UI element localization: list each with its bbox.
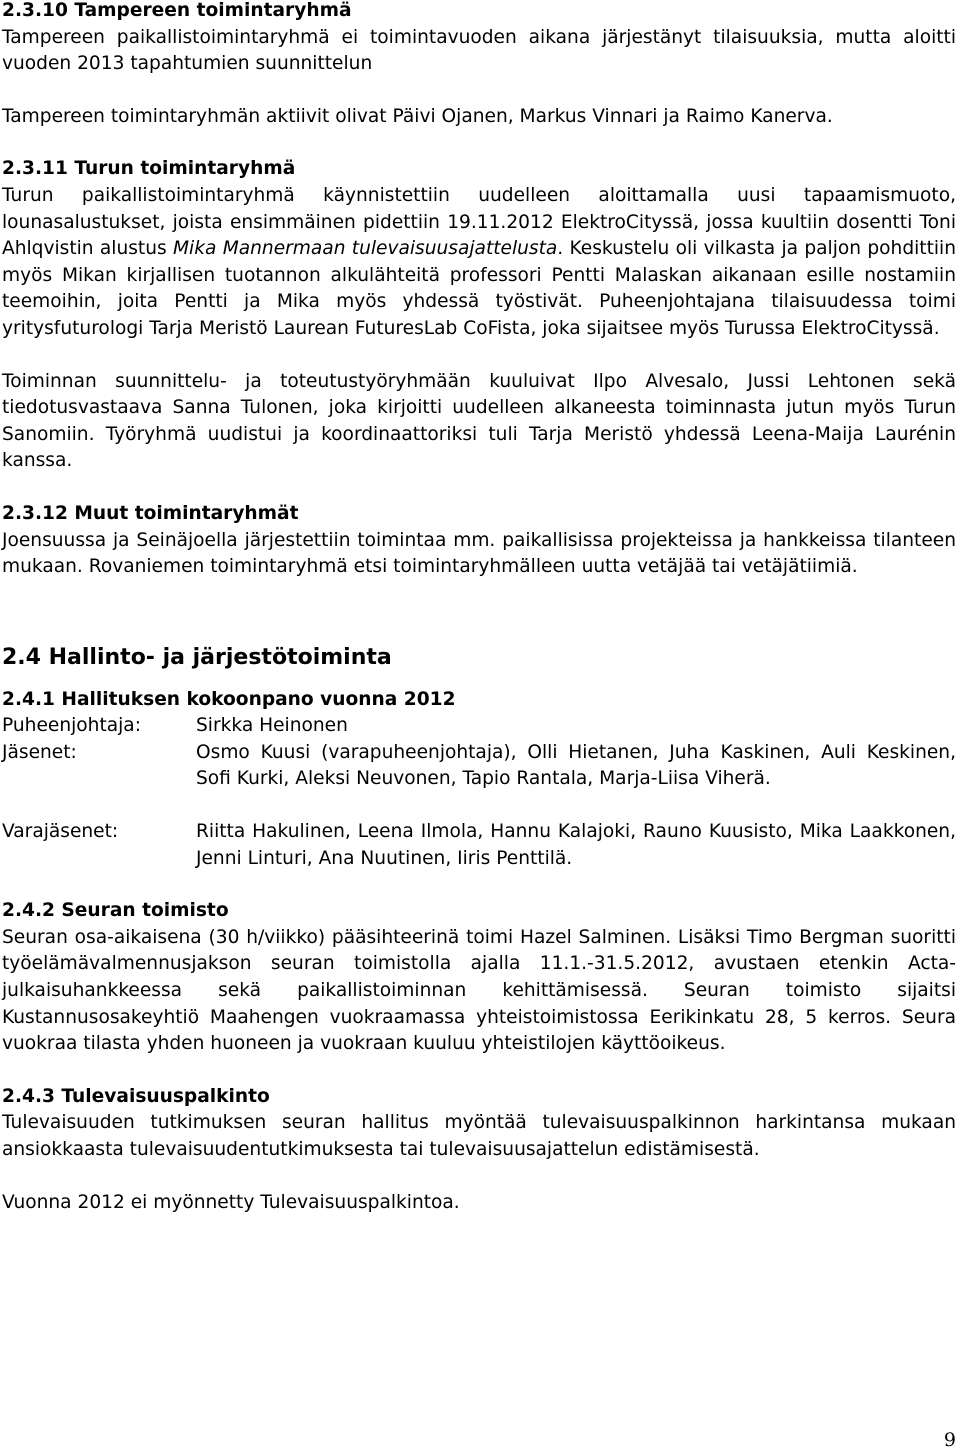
document-page <box>2 0 956 1216</box>
members-value: Osmo Kuusi (varapuheenjohtaja), Olli Hietanen, Juha Kaskinen, Auli Keskinen, Sofi Kurki, Aleksi Neuvonen, Tapio Rantala, Marja-Liisa Viherä. <box>196 741 956 790</box>
paragraph-turku-1-end: . Keskustelu oli vilkasta ja paljon pohdittiin myös Mikan kirjallisen tuotannon alkulähteitä professori Pentti Malaskan aikanaan esille nostamiin teemoihin, joita Pentti ja Mika myös yhdessä työstivät. Puheenjohtajana tilaisuudessa toimi yritysfuturologi Tarja Meristö Laurean FuturesLab CoFista, joka sijaitsee myös Turussa ElektroCityssä. <box>2 238 957 339</box>
section-heading-tampere: 2.3.10 Tampereen toimintaryhmä <box>2 0 352 21</box>
board-row-members <box>2 740 956 793</box>
paragraph-tampere-2: Tampereen toimintaryhmän aktiivit olivat Päivi Ojanen, Markus Vinnari ja Raimo Kanerva. <box>2 105 833 127</box>
deputies-label: Varajäsenet: <box>2 821 119 843</box>
paragraph-turku-1-start: Turun paikallistoimintaryhmä käynnistettiin uudelleen aloittamalla uusi tapaamismuoto, lounasalustukset, joista ensimmäinen pidettiin 19.11.2012 ElektroCityssä, jossa kuultiin dosentti Toni Ahlqvistin alustus <box>2 184 956 260</box>
deputies-value: Riitta Hakulinen, Leena Ilmola, Hannu Kalajoki, Rauno Kuusisto, Mika Laakkonen, Jenni Linturi, Ana Nuutinen, Iiris Penttilä. <box>196 821 956 869</box>
board-list <box>2 713 956 872</box>
members-label: Jäsenet: <box>2 741 77 763</box>
paragraph-award-1: Tulevaisuuden tutkimuksen seuran hallitus myöntää tulevaisuuspalkinnon harkintansa mukaan ansiokkaasta tulevaisuudentutkimuksesta tai tulevaisuusajattelun edistämisestä. <box>2 1112 956 1160</box>
section-heading-board: 2.4.1 Hallituksen kokoonpano vuonna 2012 <box>2 688 456 710</box>
paragraph-others-1: Joensuussa ja Seinäjoella järjestettiin toimintaa mm. paikallisissa projekteissa ja hankkeissa tilanteen mukaan. Rovaniemen toimintaryhmä etsi toimintaryhmälleen uutta vetäjää tai vetäjätiimiä. <box>2 529 956 578</box>
paragraph-turku-2: Toiminnan suunnittelu- ja toteutustyöryhmään kuuluivat Ilpo Alvesalo, Jussi Lehtonen sekä tiedotusvastaava Sanna Tulonen, joka kirjoitti uudelleen alkaneesta toiminnasta jutun myös Turun Sanomiin. Työryhmä uudistui ja koordinaattoriksi tuli Tarja Meristö yhdessä Leena-Maija Laurénin kanssa. <box>2 370 956 472</box>
section-heading-turku: 2.3.11 Turun toimintaryhmä <box>2 158 296 180</box>
section-heading-others: 2.3.12 Muut toimintaryhmät <box>2 502 299 524</box>
board-row-deputies <box>2 819 956 872</box>
section-heading-award: 2.4.3 Tulevaisuuspalkinto <box>2 1085 270 1107</box>
paragraph-turku-1 <box>2 183 956 343</box>
page-number: 9 <box>943 1429 956 1451</box>
paragraph-office-1: Seuran osa-aikaisena (30 h/viikko) pääsihteerinä toimi Hazel Salminen. Lisäksi Timo Bergman suoritti työelämävalmennusjakson seuran toimistolla ajalla 11.1.-31.5.2012, avustaen etenkin Acta-julkaisuhankkeessa sekä paikallistoiminnan kehittämisessä. Seuran toimisto sijaitsi Kustannusosakeyhtiö Maahengen vuokraamassa yhteistoimistossa Eerikinkatu 28, 5 kerros. Seura vuokraa tilasta yhden huoneen ja vuokraan kuuluu yhteistilojen käyttöoikeus. <box>2 926 956 1055</box>
chair-value: Sirkka Heinonen <box>196 715 348 737</box>
chair-label: Puheenjohtaja: <box>2 715 141 737</box>
section-heading-admin: 2.4 Hallinto- ja järjestötoiminta <box>2 644 392 670</box>
section-heading-office: 2.4.2 Seuran toimisto <box>2 900 229 922</box>
paragraph-award-2: Vuonna 2012 ei myönnetty Tulevaisuuspalkintoa. <box>2 1191 460 1213</box>
board-row-chair <box>2 713 956 740</box>
paragraph-tampere-1: Tampereen paikallistoimintaryhmä ei toimintavuoden aikana järjestänyt tilaisuuksia, mutta aloitti vuoden 2013 tapahtumien suunnittelun <box>2 26 956 75</box>
paragraph-turku-1-italic: Mika Mannermaan tulevaisuusajattelusta <box>173 238 558 260</box>
